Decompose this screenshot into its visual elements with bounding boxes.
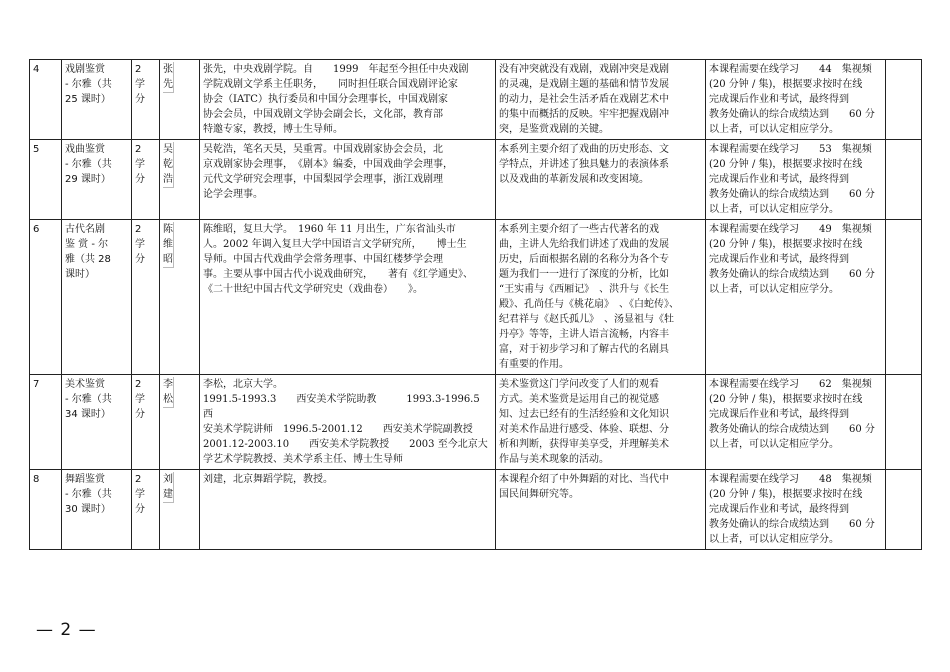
remarks-cell	[886, 375, 922, 470]
course-credit: 2 学 分	[132, 470, 160, 550]
row-number: 5	[30, 140, 62, 220]
row-number: 8	[30, 470, 62, 550]
assessment-requirement: 本课程需要在线学习 44 集视频 (20 分钟 / 集)，根据要求按时在线 完成课后作业和考试，最终得到 教务处确认的综合成绩达到 60 分 以上者，可以认定相应学分。	[706, 60, 886, 140]
course-teacher: 刘 建	[160, 470, 200, 550]
teacher-intro: 陈维昭，复旦大学。 1960 年 11 月出生，广东省汕头市 人。2002 年调入复旦大学中国语言文学研究所， 博士生 导师。中国古代戏曲学会常务理事、中国红楼梦学会理 事。主要从事中国古代小说戏曲研究， 著有《红学通史》、 《二十世纪中国古代文学研究史（戏曲卷） 》。	[200, 220, 496, 375]
course-description: 本课程介绍了中外舞蹈的对比、当代中 国民间舞研究等。	[496, 470, 706, 550]
teacher-intro: 张先，中央戏剧学院。自 1999 年起至今担任中央戏剧 学院戏剧文学系主任职务， 同时担任联合国戏剧评论家 协会（IATC）执行委员和中国分会理事长，中国戏剧家 协会会员，中国戏剧文学协会副会长，文化部，教育部 特邀专家，教授，博士生导师。	[200, 60, 496, 140]
remarks-cell	[886, 140, 922, 220]
course-name: 古代名剧 鉴 赏 - 尔 雅（共 28 课时）	[62, 220, 132, 375]
course-table	[29, 59, 922, 550]
teacher-intro: 刘建，北京舞蹈学院，教授。	[200, 470, 496, 550]
course-teacher: 李 松	[160, 375, 200, 470]
course-description: 没有冲突就没有戏剧，戏剧冲突是戏剧 的灵魂，是戏剧主题的基础和情节发展 的动力，是社会生活矛盾在戏剧艺术中 的集中而概括的反映。牢牢把握戏剧冲 突，是鉴赏戏剧的关键。	[496, 60, 706, 140]
course-credit: 2 学 分	[132, 220, 160, 375]
table-row	[30, 220, 922, 375]
course-description: 本系列主要介绍了戏曲的历史形态、文 学特点，并讲述了独具魅力的表演体系 以及戏曲的革新发展和改变困境。	[496, 140, 706, 220]
row-number: 7	[30, 375, 62, 470]
course-teacher: 张 先	[160, 60, 200, 140]
page-number: — 2 —	[36, 620, 97, 640]
assessment-requirement: 本课程需要在线学习 49 集视频 (20 分钟 / 集)，根据要求按时在线 完成课后作业和考试，最终得到 教务处确认的综合成绩达到 60 分 以上者，可以认定相应学分。	[706, 220, 886, 375]
course-credit: 2 学 分	[132, 60, 160, 140]
remarks-cell	[886, 60, 922, 140]
table-row	[30, 470, 922, 550]
assessment-requirement: 本课程需要在线学习 48 集视频 (20 分钟 / 集)，根据要求按时在线 完成课后作业和考试，最终得到 教务处确认的综合成绩达到 60 分 以上者，可以认定相应学分。	[706, 470, 886, 550]
row-number: 6	[30, 220, 62, 375]
course-description: 本系列主要介绍了一些古代著名的戏 曲，主讲人先给我们讲述了戏曲的发展 历史，后面根据名剧的名称分为各个专 题为我们一一进行了深度的分析，比如 “王实甫与《西厢记》 、洪升与《长生 殿》、孔尚任与《桃花扇》 、《白蛇传》、 纪君祥与《赵氏孤儿》 、汤显祖与《牡 丹亭》等等，主讲人语言流畅，内容丰 富，对于初步学习和了解古代的名剧具 有重要的作用。	[496, 220, 706, 375]
course-name: 美术鉴赏 - 尔雅（共 34 课时）	[62, 375, 132, 470]
teacher-intro: 吴乾浩，笔名天昊，吴重霄。中国戏剧家协会会员，北 京戏剧家协会理事， 《剧本》编委，中国戏曲学会理事， 元代文学研究会理事，中国梨园学会理事，浙江戏剧理 论学会理事。	[200, 140, 496, 220]
remarks-cell	[886, 470, 922, 550]
table-row	[30, 140, 922, 220]
course-name: 戏剧鉴赏 - 尔雅（共 25 课时）	[62, 60, 132, 140]
teacher-intro: 李松，北京大学。 1991.5-1993.3 西安美术学院助教 1993.3-1996.5 西 安美术学院讲师 1996.5-2001.12 西安美术学院副教授 2001.12-2003.10 西安美术学院教授 2003 至今北京大 学艺术学院教授、美术学系主任、博士生导师	[200, 375, 496, 470]
course-description: 美术鉴赏这门学问改变了人们的观看 方式。美术鉴赏是运用自己的视觉感 知、过去已经有的生活经验和文化知识 对美术作品进行感受、体验、联想、分 析和判断，获得审美享受，并理解美术 作品与美术现象的活动。	[496, 375, 706, 470]
course-credit: 2 学 分	[132, 140, 160, 220]
course-name: 戏曲鉴赏 - 尔雅（共 29 课时）	[62, 140, 132, 220]
assessment-requirement: 本课程需要在线学习 62 集视频 (20 分钟 / 集)，根据要求按时在线 完成课后作业和考试，最终得到 教务处确认的综合成绩达到 60 分 以上者，可以认定相应学分。	[706, 375, 886, 470]
table-row	[30, 375, 922, 470]
course-credit: 2 学 分	[132, 375, 160, 470]
course-name: 舞蹈鉴赏 - 尔雅（共 30 课时）	[62, 470, 132, 550]
table-row	[30, 60, 922, 140]
assessment-requirement: 本课程需要在线学习 53 集视频 (20 分钟 / 集)，根据要求按时在线 完成课后作业和考试，最终得到 教务处确认的综合成绩达到 60 分 以上者，可以认定相应学分。	[706, 140, 886, 220]
row-number: 4	[30, 60, 62, 140]
course-teacher: 陈 维 昭	[160, 220, 200, 375]
remarks-cell	[886, 220, 922, 375]
course-teacher: 吴 乾 浩	[160, 140, 200, 220]
